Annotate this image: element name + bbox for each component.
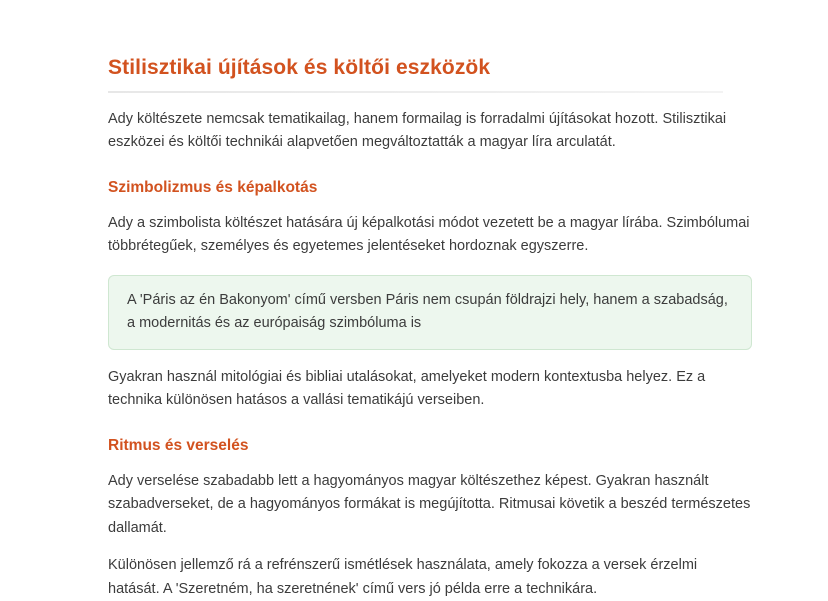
page-title: Stilisztikai újítások és költői eszközök bbox=[108, 56, 491, 79]
ritmus-paragraph-2: Különösen jellemző rá a refrénszerű ismétlések használata, amely fokozza a versek érzelmi hatását. A 'Szeretném, ha szeretnének' című vers jó példa erre a technikára. bbox=[108, 557, 698, 597]
section-heading-ritmus: Ritmus és verselés bbox=[108, 436, 249, 454]
title-divider bbox=[108, 91, 723, 93]
ritmus-paragraph-1: Ady verselése szabadabb lett a hagyományos magyar költészethez képest. Gyakran használt szabadverseket, de a hagyományos formákat is megújította. Ritmusai követik a beszéd természetes dallamát. bbox=[108, 472, 751, 536]
example-callout bbox=[108, 275, 752, 350]
section-heading-szimbolizmus: Szimbolizmus és képalkotás bbox=[108, 178, 318, 196]
example-callout-text: A 'Páris az én Bakonyom' című versben Páris nem csupán földrajzi hely, hanem a szabadság, a modernitás és az európaiság szimbóluma is bbox=[127, 291, 728, 332]
intro-paragraph: Ady költészete nemcsak tematikailag, hanem formailag is forradalmi újításokat hozott. Stilisztikai eszközei és költői technikái alapvetően megváltoztatták a magyar líra arculatát. bbox=[108, 111, 727, 151]
szimbolizmus-paragraph-2: Gyakran használ mitológiai és bibliai utalásokat, amelyeket modern kontextusba helyez. Ez a technika különösen hatásos a vallási tematikájú verseiben. bbox=[108, 368, 706, 409]
szimbolizmus-paragraph-1: Ady a szimbolista költészet hatására új képalkotási módot vezetett be a magyar lírába. Szimbólumai többrétegűek, személyes és egyetemes jelentéseket hordoznak egyszerre. bbox=[108, 214, 750, 255]
